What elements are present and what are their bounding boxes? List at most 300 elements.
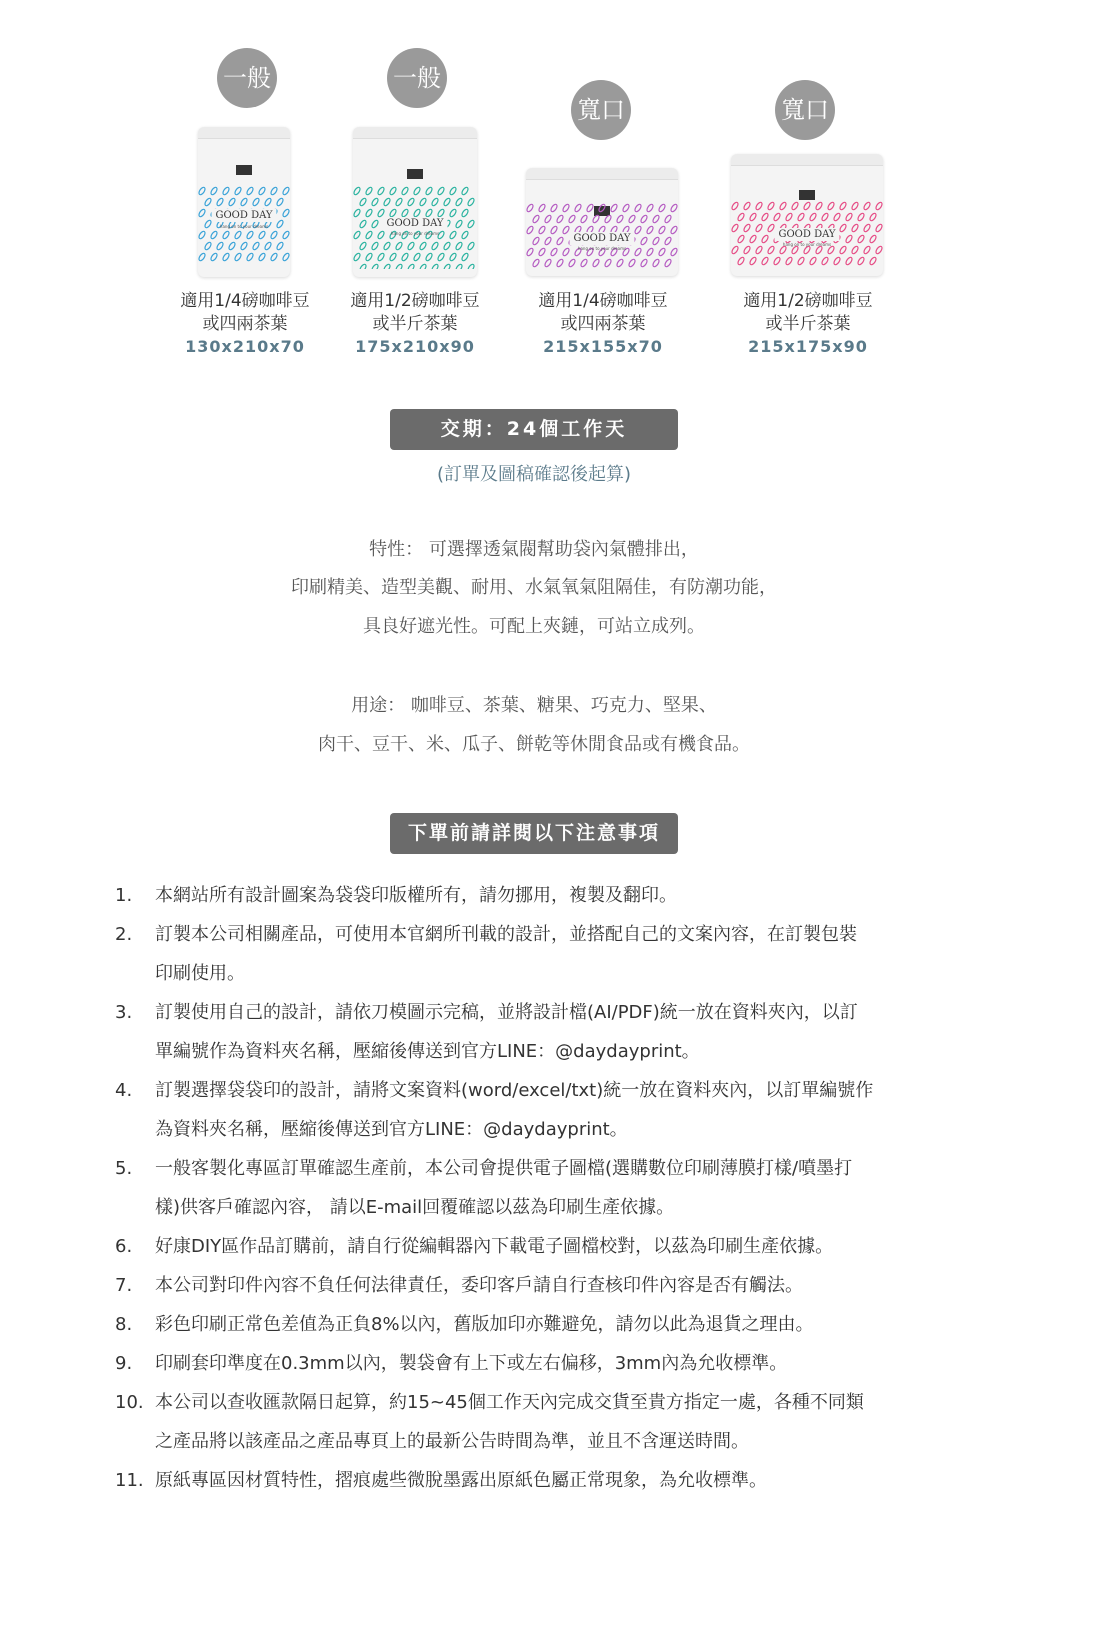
- note-text: [155, 1383, 965, 1461]
- leaf-icon: [731, 201, 739, 210]
- note-text: [155, 993, 965, 1071]
- leaf-icon: [258, 230, 266, 239]
- features-line-3: 具良好遮光性。可配上夾鏈，可站立成列。: [363, 616, 705, 637]
- leaf-icon: [240, 197, 248, 206]
- bag-usage-line1: 適用1/4磅咖啡豆: [180, 291, 310, 311]
- leaf-icon: [737, 256, 745, 265]
- delivery-time-label: 交期：24個工作天: [390, 409, 678, 450]
- leaf-icon: [821, 212, 829, 221]
- leaf-icon: [749, 256, 757, 265]
- bag-usage: [160, 290, 330, 336]
- leaf-icon: [869, 234, 877, 243]
- leaf-icon: [234, 230, 242, 239]
- leaf-icon: [270, 252, 278, 261]
- leaf-icon: [282, 252, 290, 261]
- leaf-icon: [737, 234, 745, 243]
- note-line: 之產品將以該產品之產品專頁上的最新公告時間為準，並且不含運送時間。: [155, 1431, 749, 1452]
- bag-usage-line2: 或四兩茶葉: [202, 314, 288, 334]
- leaf-icon: [592, 258, 600, 267]
- leaf-icon: [389, 186, 397, 195]
- features-line-2: 印刷精美、造型美觀、耐用、水氣氧氣阻隔佳，有防潮功能，: [291, 577, 777, 598]
- leaf-icon: [425, 186, 433, 195]
- uses-line-1: 用途： 咖啡豆、茶葉、糖果、巧克力、堅果、: [351, 695, 717, 716]
- note-number: 10.: [115, 1392, 144, 1413]
- leaf-icon: [634, 203, 642, 212]
- leaf-icon: [359, 219, 367, 228]
- bag-tagline: hang on to your dreams: [219, 224, 269, 229]
- leaf-icon: [845, 234, 853, 243]
- leaf-icon: [371, 219, 379, 228]
- leaf-icon: [276, 219, 284, 228]
- bag-logo-icon: [407, 169, 423, 179]
- leaf-icon: [437, 252, 445, 261]
- leaf-icon: [359, 197, 367, 206]
- note-text: [155, 915, 965, 993]
- note-number: 6.: [115, 1236, 133, 1257]
- leaf-icon: [389, 252, 397, 261]
- leaf-icon: [222, 252, 230, 261]
- leaf-icon: [365, 186, 373, 195]
- leaf-icon: [359, 263, 367, 269]
- leaf-icon: [761, 234, 769, 243]
- leaf-icon: [544, 236, 552, 245]
- leaf-icon: [210, 230, 218, 239]
- leaf-icon: [670, 247, 678, 256]
- leaf-icon: [640, 236, 648, 245]
- leaf-icon: [622, 203, 630, 212]
- leaf-icon: [407, 263, 415, 269]
- bag-dimensions: 215x175x90: [748, 337, 868, 356]
- leaf-icon: [628, 214, 636, 223]
- leaf-icon: [544, 214, 552, 223]
- leaf-icon: [773, 212, 781, 221]
- leaf-icon: [198, 186, 206, 195]
- leaf-icon: [845, 212, 853, 221]
- leaf-icon: [401, 252, 409, 261]
- leaf-icon: [419, 263, 427, 269]
- leaf-icon: [640, 258, 648, 267]
- leaf-icon: [652, 258, 660, 267]
- leaf-icon: [857, 256, 865, 265]
- leaf-icon: [646, 247, 654, 256]
- leaf-icon: [449, 230, 457, 239]
- leaf-icon: [857, 212, 865, 221]
- leaf-icon: [658, 247, 666, 256]
- leaf-icon: [461, 186, 469, 195]
- leaf-icon: [371, 241, 379, 250]
- leaf-icon: [845, 256, 853, 265]
- leaf-icon: [353, 208, 361, 217]
- note-line: 本公司對印件內容不負任何法律責任，委印客戶請自行查核印件內容是否有觸法。: [155, 1275, 803, 1296]
- leaf-icon: [833, 212, 841, 221]
- leaf-icon: [240, 241, 248, 250]
- leaf-icon: [413, 186, 421, 195]
- leaf-icon: [749, 234, 757, 243]
- leaf-icon: [785, 256, 793, 265]
- bag-usage-line2: 或半斤茶葉: [765, 314, 851, 334]
- leaf-icon: [258, 252, 266, 261]
- leaf-icon: [646, 203, 654, 212]
- leaf-icon: [449, 208, 457, 217]
- leaf-icon: [443, 263, 451, 269]
- leaf-icon: [839, 223, 847, 232]
- leaf-icon: [383, 263, 391, 269]
- leaf-icon: [395, 241, 403, 250]
- leaf-icon: [228, 197, 236, 206]
- bag-usage-line1: 適用1/2磅咖啡豆: [350, 291, 480, 311]
- leaf-icon: [640, 214, 648, 223]
- bag-tagline: hang on to your dreams: [782, 242, 832, 247]
- leaf-icon: [592, 214, 600, 223]
- leaf-icon: [737, 212, 745, 221]
- note-text: [155, 1266, 965, 1305]
- leaf-icon: [383, 241, 391, 250]
- leaf-icon: [526, 225, 534, 234]
- leaf-icon: [562, 247, 570, 256]
- leaf-icon: [419, 197, 427, 206]
- note-item: [115, 1344, 965, 1383]
- leaf-icon: [198, 252, 206, 261]
- leaf-icon: [252, 197, 260, 206]
- leaf-icon: [443, 241, 451, 250]
- leaf-icon: [431, 241, 439, 250]
- bag-brand-text: GOOD DAY: [569, 232, 634, 245]
- note-line: 印刷使用。: [155, 963, 245, 984]
- leaf-icon: [875, 245, 883, 254]
- leaf-icon: [365, 252, 373, 261]
- leaf-icon: [670, 203, 678, 212]
- leaf-icon: [550, 247, 558, 256]
- leaf-icon: [264, 241, 272, 250]
- leaf-icon: [851, 223, 859, 232]
- note-item: [115, 1383, 965, 1461]
- note-text: [155, 1305, 965, 1344]
- leaf-icon: [461, 208, 469, 217]
- note-line: 訂製選擇袋袋印的設計，請將文案資料(word/excel/txt)統一放在資料夾內，以訂單編號作: [155, 1080, 874, 1101]
- bag-logo-icon: [799, 190, 815, 200]
- note-item: [115, 915, 965, 993]
- leaf-icon: [743, 245, 751, 254]
- note-item: [115, 993, 965, 1071]
- leaf-icon: [658, 203, 666, 212]
- note-item: [115, 1461, 965, 1500]
- leaf-icon: [407, 241, 415, 250]
- leaf-icon: [526, 247, 534, 256]
- leaf-icon: [222, 230, 230, 239]
- leaf-icon: [371, 197, 379, 206]
- bag-type-badge: 一般: [217, 48, 277, 108]
- note-line: 彩色印刷正常色差值為正負8%以內，舊版加印亦難避免，請勿以此為退貨之理由。: [155, 1314, 814, 1335]
- leaf-icon: [586, 203, 594, 212]
- leaf-icon: [568, 214, 576, 223]
- note-line: 訂製使用自己的設計，請依刀模圖示完稿，並將設計檔(AI/PDF)統一放在資料夾內，以訂: [155, 1002, 858, 1023]
- leaf-icon: [863, 201, 871, 210]
- leaf-icon: [443, 197, 451, 206]
- leaf-icon: [437, 186, 445, 195]
- leaf-icon: [532, 258, 540, 267]
- leaf-icon: [234, 186, 242, 195]
- leaf-icon: [809, 256, 817, 265]
- leaf-icon: [731, 245, 739, 254]
- note-line: 一般客製化專區訂單確認生產前，本公司會提供電子圖檔(選購數位印刷薄膜打樣/噴墨打: [155, 1158, 853, 1179]
- note-number: 11.: [115, 1470, 144, 1491]
- leaf-icon: [365, 230, 373, 239]
- leaf-icon: [779, 201, 787, 210]
- leaf-icon: [359, 241, 367, 250]
- bag-brand-text: GOOD DAY: [211, 209, 276, 222]
- leaf-icon: [773, 256, 781, 265]
- leaf-icon: [455, 219, 463, 228]
- leaf-icon: [556, 214, 564, 223]
- leaf-icon: [604, 214, 612, 223]
- leaf-icon: [538, 247, 546, 256]
- note-number: 7.: [115, 1275, 133, 1296]
- leaf-icon: [425, 252, 433, 261]
- note-text: [155, 1071, 965, 1149]
- leaf-icon: [562, 203, 570, 212]
- note-text: [155, 1461, 965, 1500]
- leaf-icon: [797, 256, 805, 265]
- note-text: [155, 1227, 965, 1266]
- note-number: 9.: [115, 1353, 133, 1374]
- bag-image: [198, 127, 290, 277]
- leaf-icon: [550, 225, 558, 234]
- leaf-icon: [377, 186, 385, 195]
- leaf-icon: [413, 252, 421, 261]
- leaf-icon: [204, 241, 212, 250]
- bag-type-badge: 寬口: [571, 80, 631, 140]
- leaf-icon: [815, 201, 823, 210]
- leaf-icon: [395, 197, 403, 206]
- leaf-icon: [664, 236, 672, 245]
- note-line: 好康DIY區作品訂購前，請自行從編輯器內下載電子圖檔校對，以茲為印刷生產依據。: [155, 1236, 834, 1257]
- leaf-icon: [761, 256, 769, 265]
- leaf-icon: [616, 214, 624, 223]
- leaf-icon: [664, 258, 672, 267]
- leaf-icon: [731, 223, 739, 232]
- leaf-icon: [785, 212, 793, 221]
- leaf-icon: [755, 245, 763, 254]
- leaf-icon: [538, 203, 546, 212]
- leaf-icon: [461, 230, 469, 239]
- leaf-icon: [365, 208, 373, 217]
- note-line: 本公司以查收匯款隔日起算，約15~45個工作天內完成交貨至貴方指定一處，各種不同類: [155, 1392, 864, 1413]
- bag-zipper: [198, 127, 290, 139]
- bag-zipper: [353, 127, 477, 139]
- leaf-icon: [258, 186, 266, 195]
- leaf-icon: [797, 212, 805, 221]
- leaf-icon: [210, 186, 218, 195]
- bag-image: [526, 168, 678, 276]
- leaf-icon: [467, 219, 475, 228]
- leaf-icon: [532, 214, 540, 223]
- leaf-icon: [204, 197, 212, 206]
- leaf-icon: [568, 258, 576, 267]
- leaf-icon: [556, 258, 564, 267]
- leaf-icon: [851, 245, 859, 254]
- notes-header: 下單前請詳閱以下注意事項: [390, 813, 678, 854]
- leaf-icon: [216, 241, 224, 250]
- leaf-icon: [658, 225, 666, 234]
- leaf-icon: [755, 223, 763, 232]
- leaf-icon: [833, 256, 841, 265]
- leaf-icon: [431, 263, 439, 269]
- leaf-icon: [863, 223, 871, 232]
- note-line: 原紙專區因材質特性，摺痕處些微脫墨露出原紙色屬正常現象，為允收標準。: [155, 1470, 767, 1491]
- note-number: 2.: [115, 924, 133, 945]
- leaf-icon: [449, 252, 457, 261]
- leaf-icon: [610, 203, 618, 212]
- leaf-icon: [455, 241, 463, 250]
- leaf-icon: [395, 263, 403, 269]
- leaf-icon: [670, 225, 678, 234]
- leaf-icon: [767, 201, 775, 210]
- leaf-icon: [538, 225, 546, 234]
- notes-list: [115, 876, 965, 1500]
- leaf-icon: [544, 258, 552, 267]
- bag-brand-text: GOOD DAY: [382, 217, 447, 230]
- bag-tagline: hang on to your dreams: [390, 231, 440, 236]
- leaf-icon: [791, 201, 799, 210]
- note-number: 8.: [115, 1314, 133, 1335]
- leaf-icon: [353, 252, 361, 261]
- features-line-1: 特性： 可選擇透氣閥幫助袋內氣體排出，: [369, 539, 699, 560]
- note-line: 訂製本公司相關產品，可使用本官網所刊載的設計，並搭配自己的文案內容，在訂製包裝: [155, 924, 857, 945]
- leaf-icon: [652, 236, 660, 245]
- note-line: 為資料夾名稱，壓縮後傳送到官方LINE：@daydayprint。: [155, 1119, 628, 1140]
- leaf-icon: [634, 247, 642, 256]
- leaf-icon: [198, 208, 206, 217]
- leaf-icon: [616, 258, 624, 267]
- leaf-icon: [264, 197, 272, 206]
- leaf-icon: [455, 197, 463, 206]
- note-line: 樣)供客戶確認內容， 請以E-mail回覆確認以茲為印刷生產依據。: [155, 1197, 675, 1218]
- leaf-icon: [401, 186, 409, 195]
- leaf-icon: [839, 245, 847, 254]
- bag-dimensions: 175x210x90: [355, 337, 475, 356]
- leaf-icon: [809, 212, 817, 221]
- leaf-icon: [574, 203, 582, 212]
- leaf-icon: [634, 225, 642, 234]
- bag-usage: [518, 290, 688, 336]
- bag-tagline: hang on to your dreams: [577, 246, 627, 251]
- leaf-icon: [761, 212, 769, 221]
- note-number: 3.: [115, 1002, 133, 1023]
- leaf-icon: [532, 236, 540, 245]
- bag-usage-line2: 或四兩茶葉: [560, 314, 646, 334]
- bag-type-badge: 一般: [387, 48, 447, 108]
- note-item: [115, 1227, 965, 1266]
- note-line: 單編號作為資料夾名稱，壓縮後傳送到官方LINE：@daydayprint。: [155, 1041, 700, 1062]
- leaf-icon: [431, 197, 439, 206]
- leaf-icon: [526, 203, 534, 212]
- leaf-icon: [246, 252, 254, 261]
- leaf-icon: [556, 236, 564, 245]
- leaf-icon: [246, 230, 254, 239]
- leaf-icon: [371, 263, 379, 269]
- leaf-icon: [839, 201, 847, 210]
- bag-usage-line2: 或半斤茶葉: [372, 314, 458, 334]
- note-line: 本網站所有設計圖案為袋袋印版權所有，請勿挪用，複製及翻印。: [155, 885, 677, 906]
- leaf-icon: [270, 186, 278, 195]
- leaf-icon: [604, 258, 612, 267]
- leaf-icon: [252, 241, 260, 250]
- note-item: [115, 1266, 965, 1305]
- leaf-icon: [580, 258, 588, 267]
- leaf-icon: [580, 214, 588, 223]
- leaf-icon: [863, 245, 871, 254]
- leaf-icon: [803, 201, 811, 210]
- leaf-icon: [353, 186, 361, 195]
- leaf-icon: [646, 225, 654, 234]
- delivery-note: (訂單及圖稿確認後起算): [436, 464, 632, 485]
- leaf-icon: [467, 263, 475, 269]
- leaf-icon: [276, 197, 284, 206]
- leaf-icon: [282, 186, 290, 195]
- leaf-icon: [461, 252, 469, 261]
- leaf-icon: [228, 241, 236, 250]
- leaf-icon: [767, 245, 775, 254]
- note-item: [115, 876, 965, 915]
- leaf-icon: [869, 256, 877, 265]
- leaf-icon: [377, 252, 385, 261]
- note-number: 5.: [115, 1158, 133, 1179]
- leaf-icon: [821, 256, 829, 265]
- note-line: 印刷套印準度在0.3mm以內，製袋會有上下或左右偏移，3mm內為允收標準。: [155, 1353, 788, 1374]
- note-item: [115, 1149, 965, 1227]
- leaf-icon: [282, 208, 290, 217]
- bag-image: [353, 127, 477, 277]
- note-text: [155, 1344, 965, 1383]
- leaf-icon: [755, 201, 763, 210]
- leaf-icon: [222, 186, 230, 195]
- note-text: [155, 1149, 965, 1227]
- leaf-icon: [875, 223, 883, 232]
- leaf-icon: [234, 252, 242, 261]
- leaf-icon: [353, 230, 361, 239]
- leaf-icon: [210, 252, 218, 261]
- leaf-icon: [198, 230, 206, 239]
- bag-usage-line1: 適用1/4磅咖啡豆: [538, 291, 668, 311]
- leaf-icon: [455, 263, 463, 269]
- bag-usage-line1: 適用1/2磅咖啡豆: [743, 291, 873, 311]
- bag-usage: [723, 290, 893, 336]
- leaf-icon: [449, 186, 457, 195]
- bag-dimensions: 130x210x70: [185, 337, 305, 356]
- leaf-icon: [276, 241, 284, 250]
- uses-line-2: 肉干、豆干、米、瓜子、餅乾等休閒食品或有機食品。: [318, 734, 750, 755]
- note-text: [155, 876, 965, 915]
- bag-dimensions: 215x155x70: [543, 337, 663, 356]
- leaf-icon: [407, 197, 415, 206]
- leaf-icon: [550, 203, 558, 212]
- note-number: 1.: [115, 885, 133, 906]
- bag-usage: [330, 290, 500, 336]
- bag-zipper: [731, 154, 883, 166]
- bag-type-badge: 寬口: [775, 80, 835, 140]
- leaf-icon: [749, 212, 757, 221]
- leaf-icon: [467, 241, 475, 250]
- leaf-icon: [875, 201, 883, 210]
- leaf-icon: [743, 201, 751, 210]
- leaf-icon: [652, 214, 660, 223]
- leaf-icon: [282, 230, 290, 239]
- leaf-icon: [869, 212, 877, 221]
- note-item: [115, 1071, 965, 1149]
- note-item: [115, 1305, 965, 1344]
- leaf-icon: [246, 186, 254, 195]
- leaf-icon: [216, 197, 224, 206]
